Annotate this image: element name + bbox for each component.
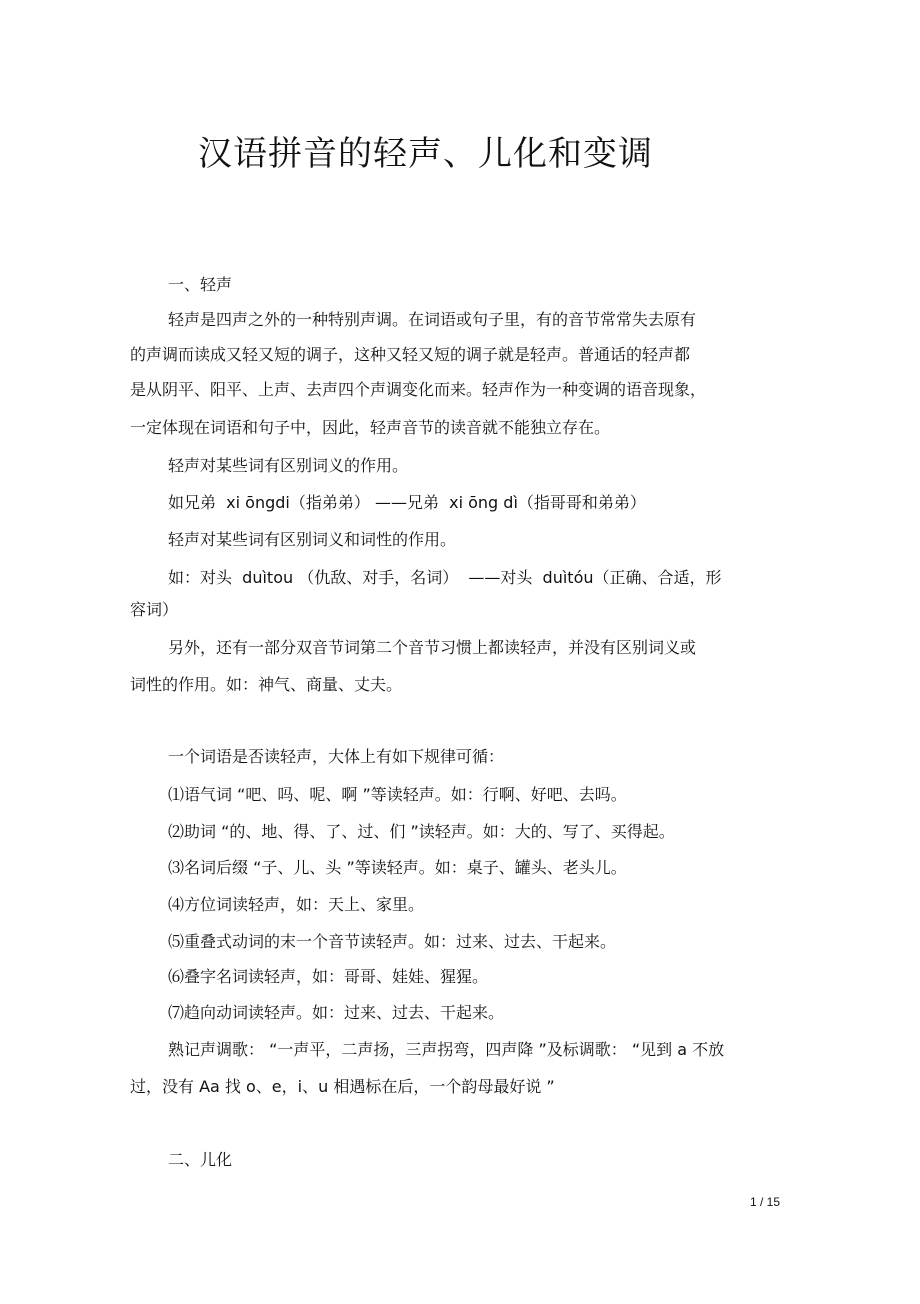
rule-item: ⑶名词后缀 “子、儿、头 ”等读轻声。如：桌子、罐头、老头儿。 (168, 858, 627, 877)
rule-item: ⑹叠字名词读轻声，如：哥哥、娃娃、猩猩。 (168, 967, 489, 986)
example-line: 容词） (130, 600, 179, 619)
paragraph-line: 的声调而读成又轻又短的调子，这种又轻又短的调子就是轻声。普通话的轻声都 (130, 345, 691, 364)
paragraph-line: 过，没有 Aa 找 o、e，i、u 相遇标在后，一个韵母最好说 ” (130, 1077, 555, 1096)
example-line: 如：对头 duìtou （仇敌、对手，名词） ——对头 duìtóu（正确、合适，形 (168, 568, 722, 587)
rule-item: ⑵助词 “的、地、得、了、过、们 ”读轻声。如：大的、写了、买得起。 (168, 822, 675, 841)
paragraph-line: 一个词语是否读轻声，大体上有如下规律可循： (168, 747, 505, 766)
paragraph-line: 轻声对某些词有区别词义和词性的作用。 (168, 530, 457, 549)
section-heading: 二、儿化 (168, 1150, 233, 1169)
paragraph-line: 是从阴平、阳平、上声、去声四个声调变化而来。轻声作为一种变调的语音现象， (130, 380, 707, 399)
rule-item: ⑸重叠式动词的末一个音节读轻声。如：过来、过去、干起来。 (168, 932, 617, 951)
paragraph-line: 轻声对某些词有区别词义的作用。 (168, 456, 409, 475)
rule-item: ⑺趋向动词读轻声。如：过来、过去、干起来。 (168, 1003, 505, 1022)
page-number: 1 / 15 (750, 1195, 781, 1209)
paragraph-line: 一定体现在词语和句子中，因此，轻声音节的读音就不能独立存在。 (130, 418, 611, 437)
example-line: 如兄弟 xi ōngdi（指弟弟） ——兄弟 xi ōng dì（指哥哥和弟弟） (168, 493, 646, 512)
rule-item: ⑴语气词 “吧、吗、呢、啊 ”等读轻声。如：行啊、好吧、去吗。 (168, 785, 627, 804)
paragraph-line: 词性的作用。如：神气、商量、丈夫。 (130, 675, 403, 694)
document-title: 汉语拼音的轻声、儿化和变调 (198, 134, 653, 174)
section-heading: 一、轻声 (168, 275, 233, 294)
paragraph-line: 轻声是四声之外的一种特别声调。在词语或句子里，有的音节常常失去原有 (168, 310, 697, 329)
paragraph-line: 熟记声调歌： “一声平，二声扬，三声拐弯，四声降 ”及标调歌： “见到 a 不放 (168, 1040, 725, 1059)
rule-item: ⑷方位词读轻声，如：天上、家里。 (168, 895, 425, 914)
paragraph-line: 另外，还有一部分双音节词第二个音节习惯上都读轻声，并没有区别词义或 (168, 638, 697, 657)
